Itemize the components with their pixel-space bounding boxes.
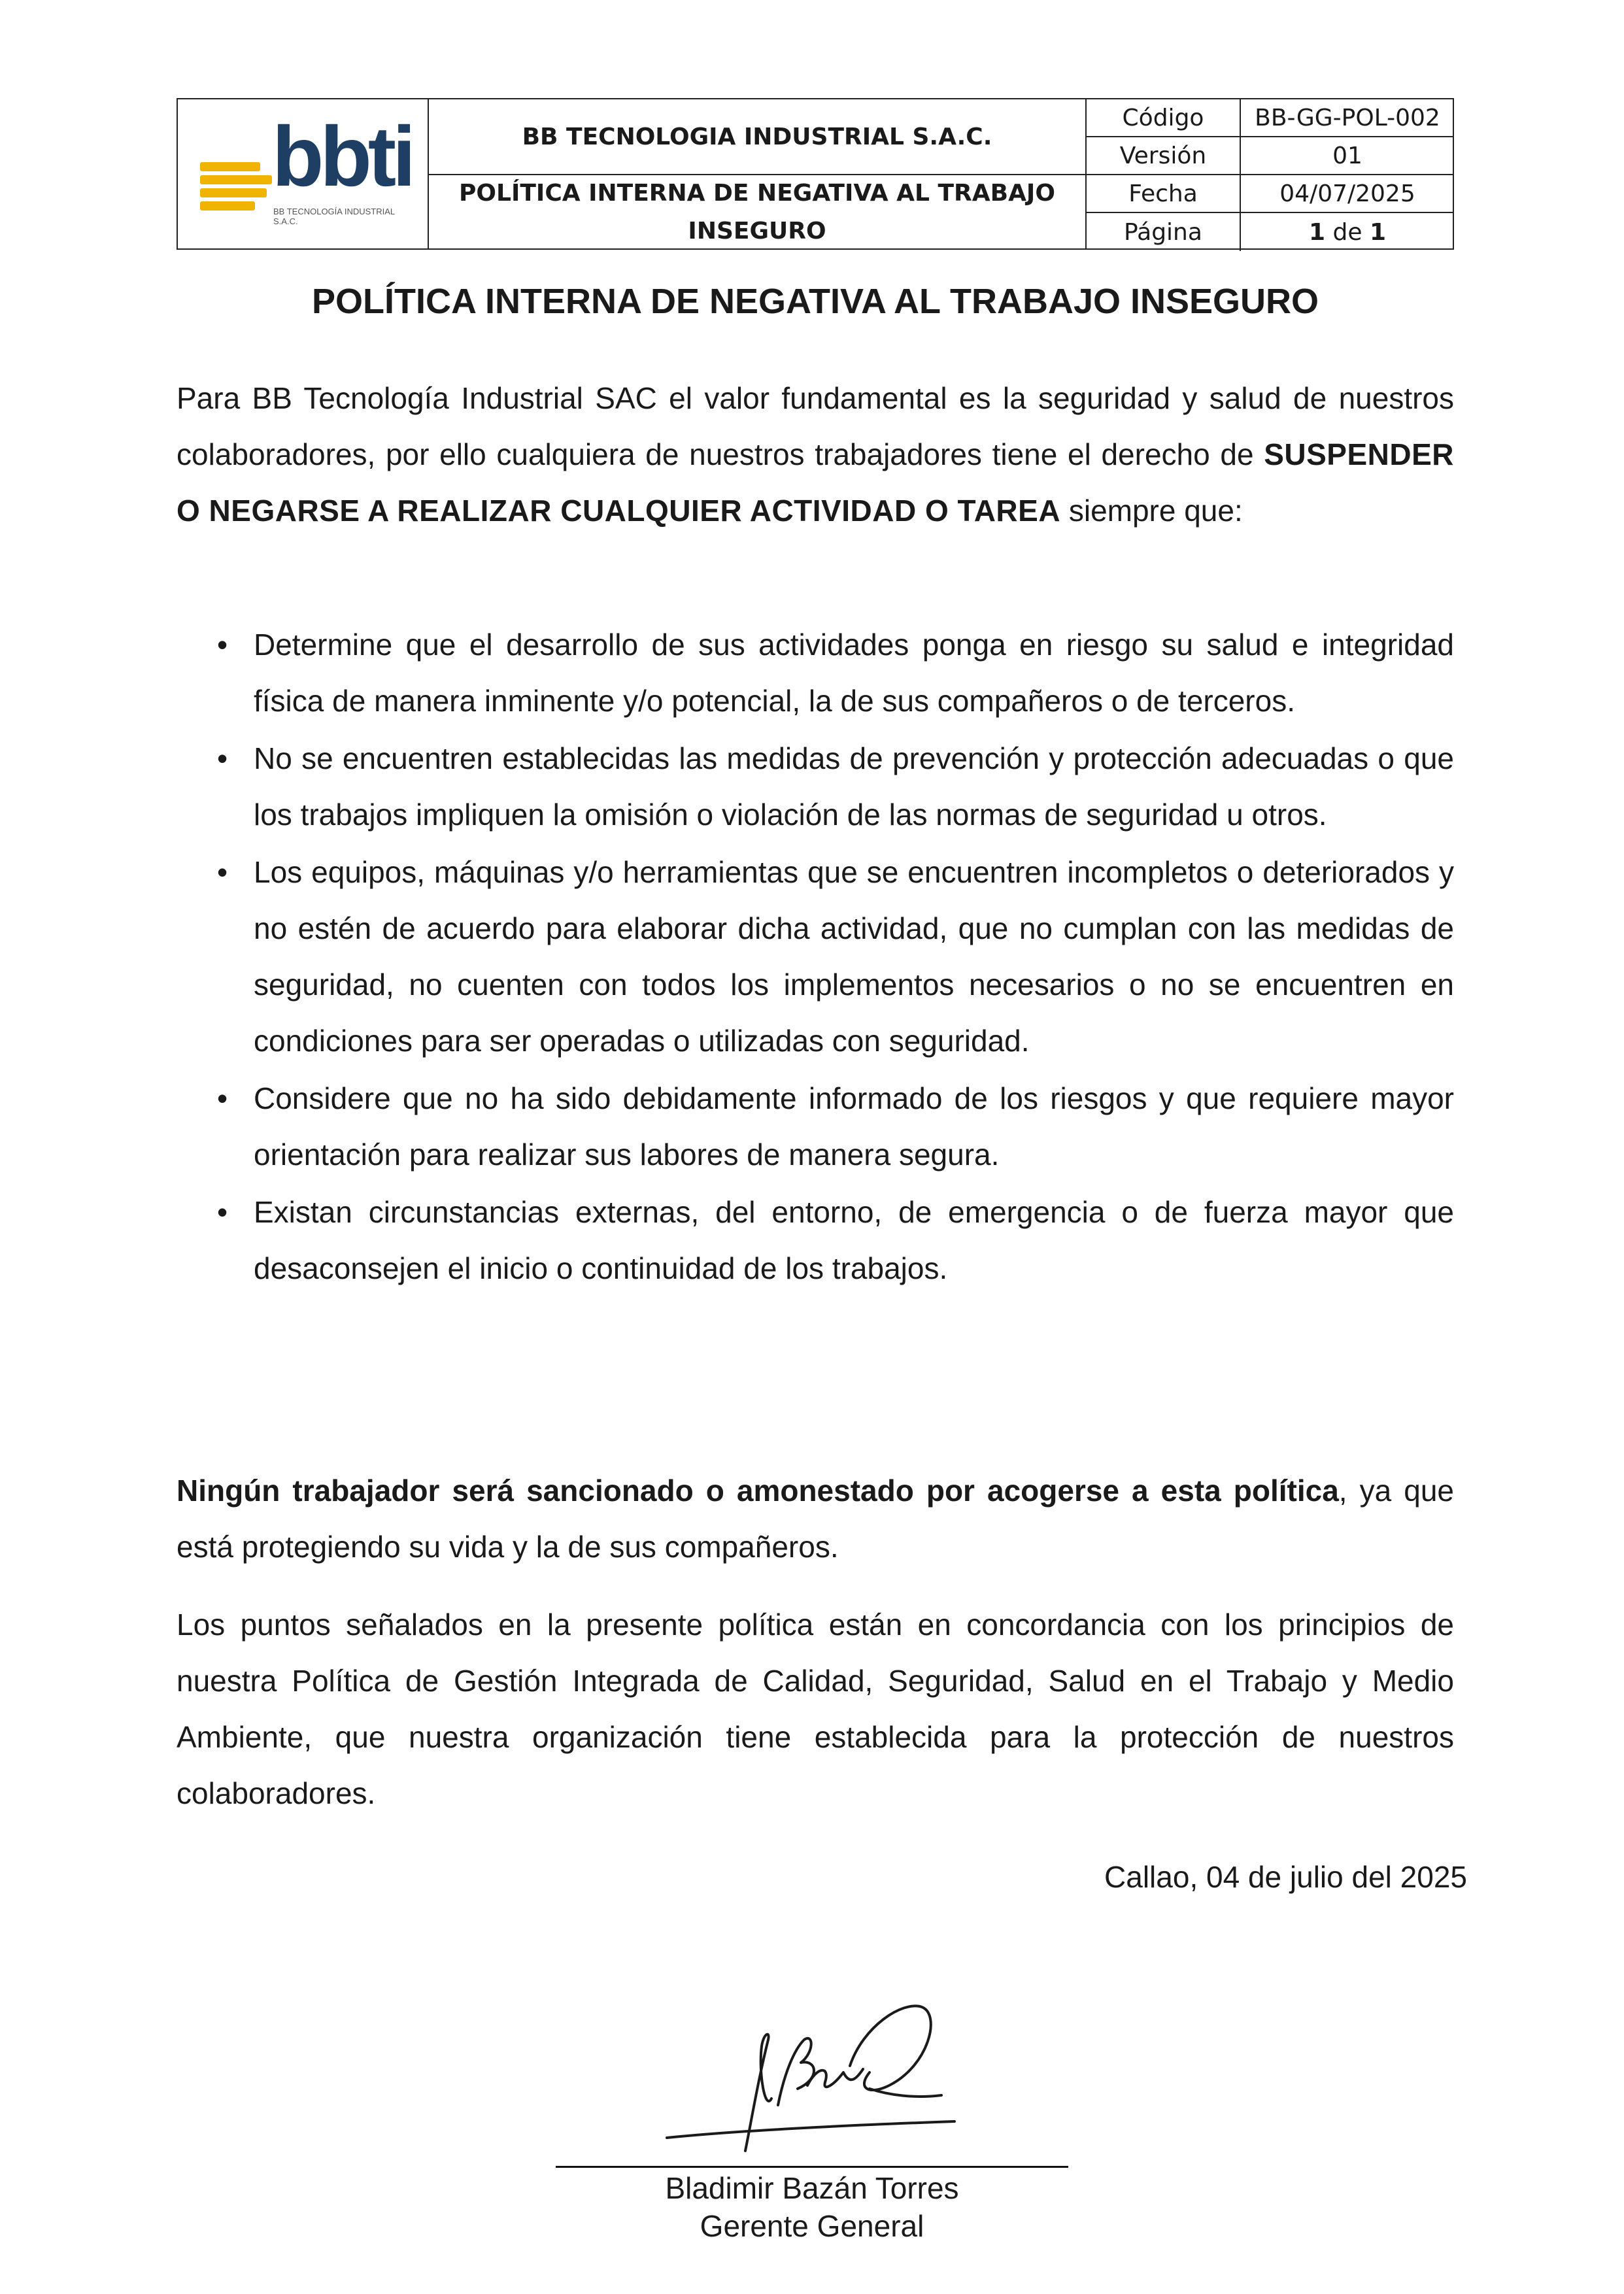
closing-paragraph: Los puntos señalados en la presente política están en concordancia con los principios de nuestra Política de Gestión Integrada de Calidad, Seguridad, Salud en el Trabajo y Medio Ambiente, que nuestra organización tiene establecida para la protección de nuestros colaboradores. [177,1608,1454,1810]
bullet-icon: • [217,741,228,775]
list-item-text: No se encuentren establecidas las medidas de prevención y protección adecuadas o que los trabajos impliquen la omisión o violación de las normas de seguridad u otros. [254,741,1454,832]
company-logo [200,109,413,226]
logo-subtext: BB TECNOLOGÍA INDUSTRIAL S.A.C. [273,207,395,226]
meta-value: BB-GG-POL-002 [1255,104,1440,131]
meta-label: Página [1087,213,1241,251]
signatory-name: Bladimir Bazán Torres [665,2171,959,2205]
company-name: BB TECNOLOGIA INDUSTRIAL S.A.C. [429,99,1085,175]
page-current: 1 [1308,218,1326,246]
meta-row-version [1087,137,1454,175]
intro-text-a: Para BB Tecnología Industrial SAC el valor fundamental es la seguridad y salud de nuestros colaboradores, por ello cualquiera de nuestros trabajadores tiene el derecho de [177,381,1454,471]
list-item [217,730,1454,843]
bullet-icon: • [217,628,228,662]
meta-label: Fecha [1087,175,1241,212]
intro-paragraph [177,370,1454,539]
meta-value [1241,213,1454,251]
header-meta [1087,99,1454,248]
list-item [217,1070,1454,1183]
list-item [217,1184,1454,1296]
meta-label: Versión [1087,137,1241,174]
list-item-text: Determine que el desarrollo de sus actividades ponga en riesgo su salud e integridad física de manera inminente y/o potencial, la de sus compañeros o de terceros. [254,628,1454,718]
list-item [217,844,1454,1069]
meta-row-date [1087,175,1454,213]
place-date: Callao, 04 de julio del 2025 [1104,1860,1467,1894]
meta-label: Código [1087,99,1241,136]
page-title: POLÍTICA INTERNA DE NEGATIVA AL TRABAJO INSEGURO [311,282,1319,321]
assurance-rest: , ya que está protegiendo su vida y la de sus compañeros. [177,1474,1454,1564]
bullet-icon: • [217,855,228,889]
logo-cell [178,99,429,248]
bullet-icon: • [217,1081,228,1115]
intro-text-b: siempre que: [1060,494,1243,528]
signature-icon [654,1974,994,2170]
conditions-list [217,616,1454,1298]
list-item-text: Considere que no ha sido debidamente informado de los riesgos y que requiere mayor orientación para realizar sus labores de manera segura. [254,1081,1454,1172]
logo-wordmark: bbti [272,109,413,204]
page-total: 1 [1369,218,1387,246]
list-item-text: Los equipos, máquinas y/o herramientas que se encuentren incompletos o deteriorados y no estén de acuerdo para elaborar dicha actividad, que no cumplan con las medidas de seguridad, no cuenten con todos los implementos necesarios o no se encuentren en condiciones para ser operadas o utilizadas con seguridad. [254,855,1454,1058]
assurance-paragraph [177,1462,1454,1575]
page-of: de [1332,218,1362,246]
meta-value: 01 [1332,142,1362,169]
meta-row-page [1087,213,1454,251]
header-center [429,99,1087,248]
document-header [177,98,1454,250]
bullet-icon: • [217,1195,228,1229]
signature-line [556,2166,1068,2168]
header-doc-title: POLÍTICA INTERNA DE NEGATIVA AL TRABAJO INSEGURO [459,180,1055,245]
intro-bold: SUSPENDER O NEGARSE A REALIZAR CUALQUIER ACTIVIDAD O TAREA [177,437,1454,528]
list-item [217,616,1454,729]
list-item-text: Existan circunstancias externas, del entorno, de emergencia o de fuerza mayor que desaconsejen el inicio o continuidad de los trabajos. [254,1195,1454,1285]
signatory-role: Gerente General [700,2209,924,2243]
meta-value: 04/07/2025 [1279,180,1415,207]
meta-row-code [1087,99,1454,137]
assurance-bold: Ningún trabajador será sancionado o amonestado por acogerse a esta política [177,1474,1339,1508]
